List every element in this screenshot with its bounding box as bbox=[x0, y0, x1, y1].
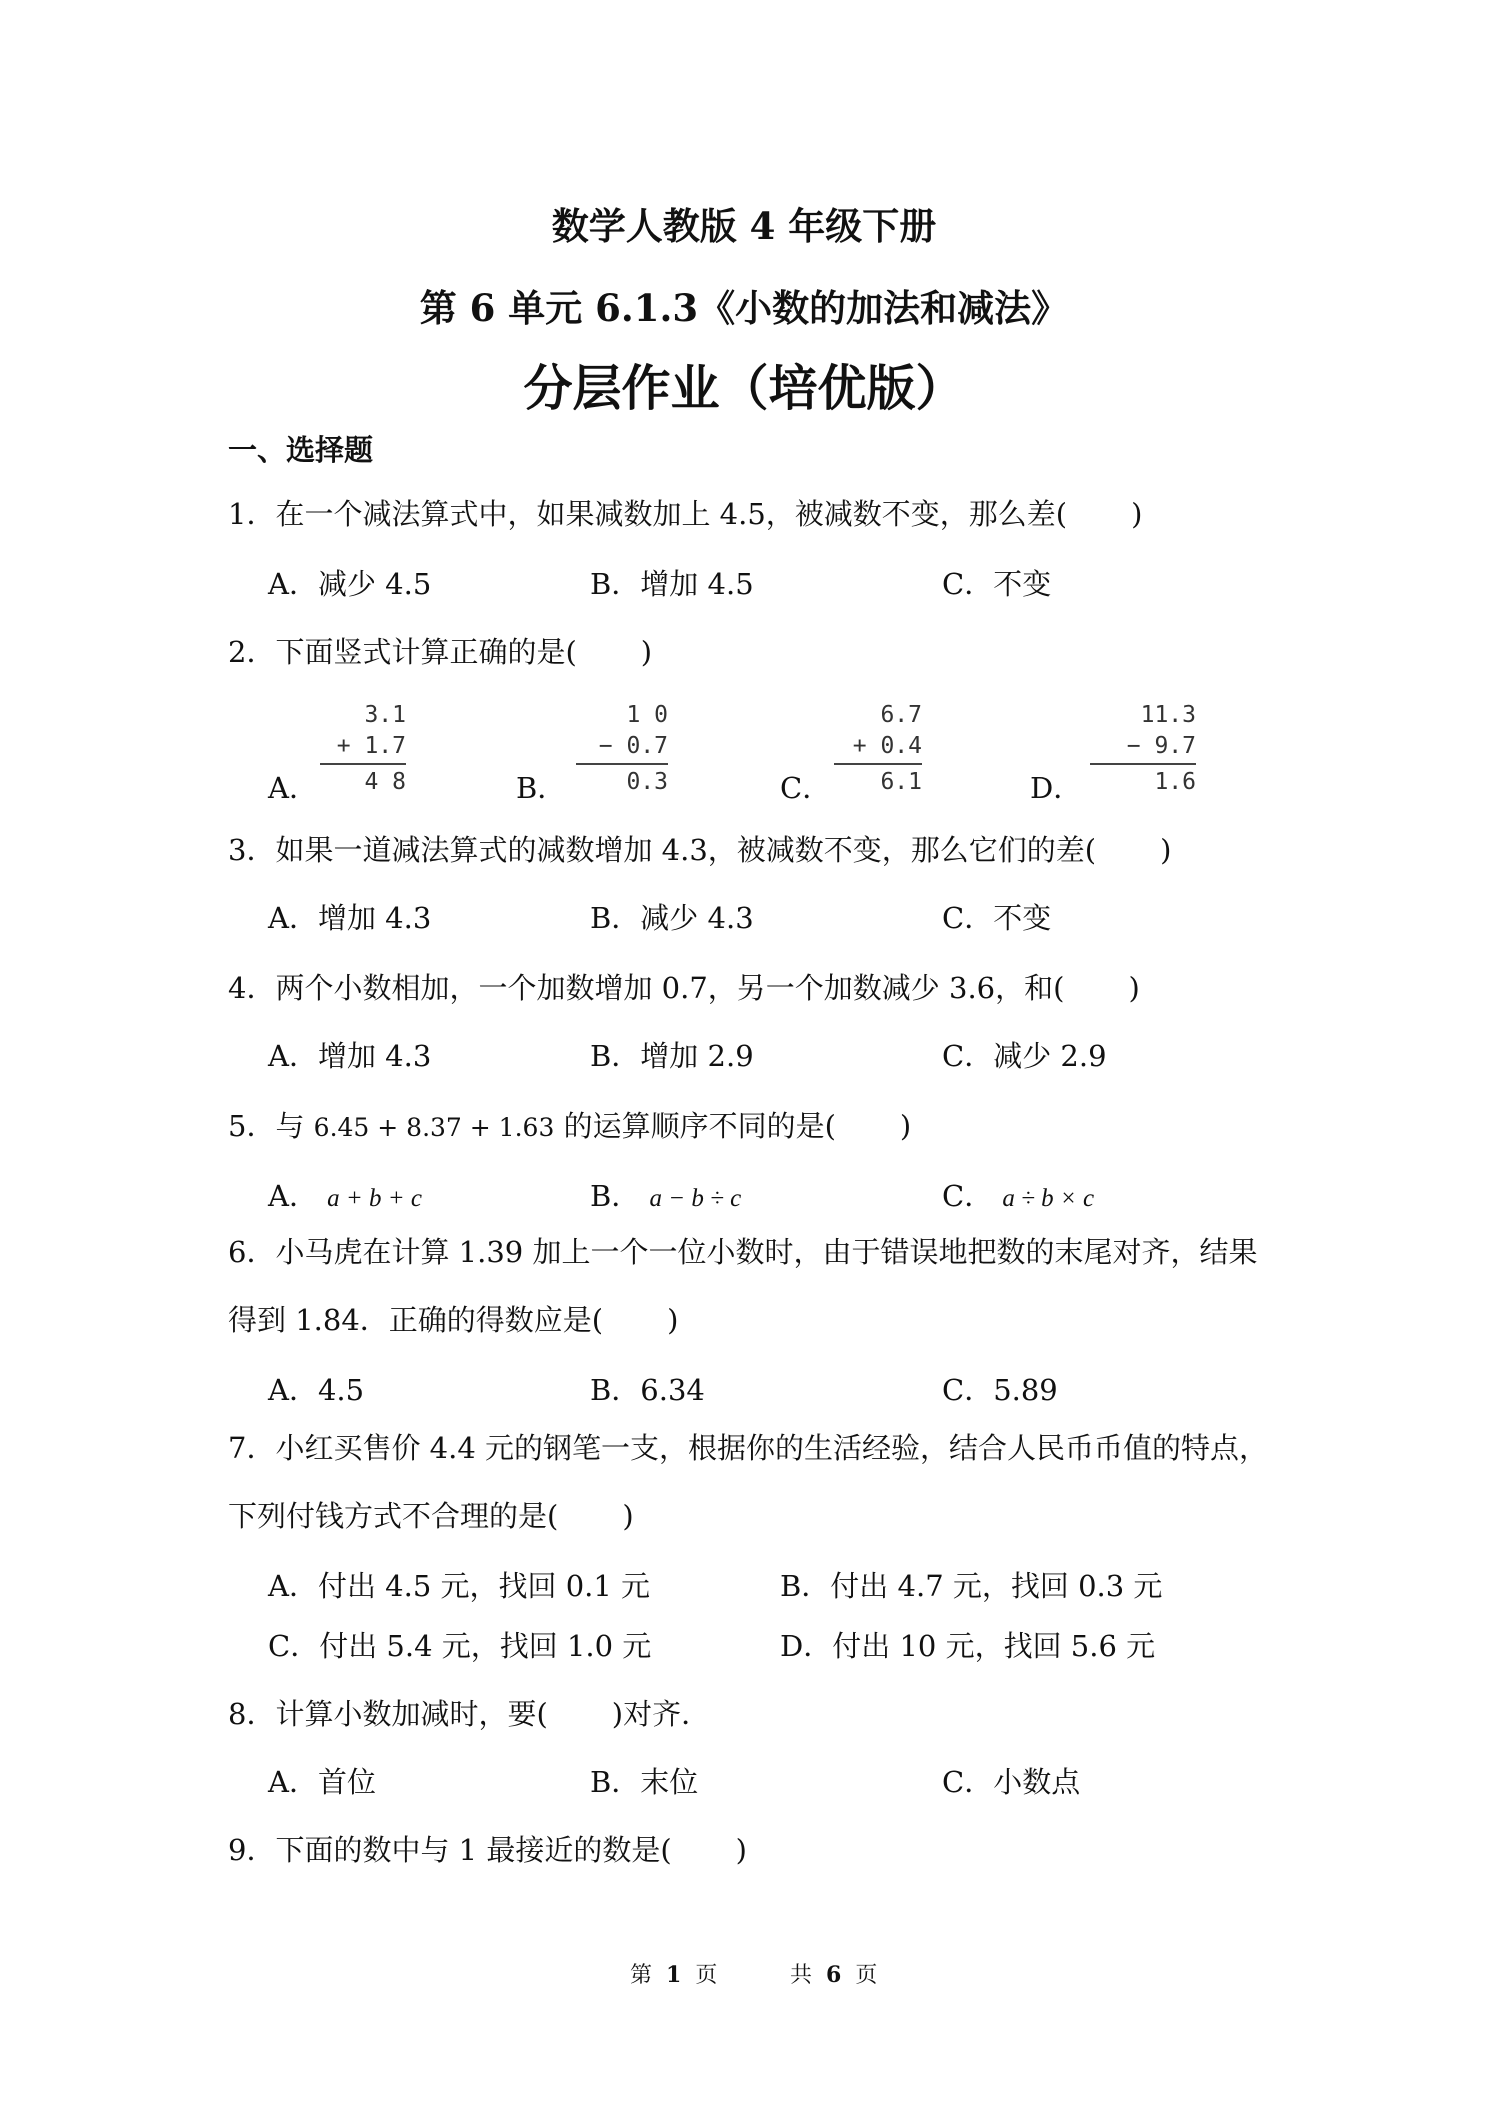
result: 4 8 bbox=[364, 769, 406, 795]
unit-title: 第 6 单元 6.1.3《小数的加法和减法》 bbox=[419, 286, 1069, 330]
q1-option-a: A．减少 4.5 bbox=[268, 567, 432, 601]
operand-bottom: + 1.7 bbox=[336, 733, 406, 759]
question-6-line-2: 得到 1.84．正确的得数应是( ) bbox=[228, 1303, 679, 1337]
operand-bottom: + 0.4 bbox=[852, 733, 922, 759]
question-5: 5．与 6.45 + 8.37 + 1.63 的运算顺序不同的是( ) bbox=[228, 1109, 912, 1143]
q7-option-d: D．付出 10 元，找回 5.6 元 bbox=[780, 1629, 1156, 1663]
operand-top: 11.3 bbox=[1140, 702, 1196, 728]
question-3: 3．如果一道减法算式的减数增加 4.3，被减数不变，那么它们的差( ) bbox=[228, 833, 1172, 867]
question-7-line-2: 下列付钱方式不合理的是( ) bbox=[228, 1499, 634, 1533]
q2-option-a-label: A． bbox=[268, 771, 318, 805]
q5-expression: 6.45 + 8.37 + 1.63 bbox=[313, 1113, 555, 1142]
q2-vertical-calc-c bbox=[834, 700, 922, 798]
result: 0.3 bbox=[626, 769, 668, 795]
question-7-line-1: 7．小红买售价 4.4 元的钢笔一支，根据你的生活经验，结合人民币币值的特点， bbox=[228, 1431, 1269, 1465]
q4-option-b: B．增加 2.9 bbox=[590, 1039, 754, 1073]
question-8: 8．计算小数加减时，要( )对齐． bbox=[228, 1697, 711, 1731]
calc-rule bbox=[834, 763, 922, 765]
q6-option-b: B．6.34 bbox=[590, 1373, 705, 1407]
q2-vertical-calc-d bbox=[1090, 700, 1196, 798]
q3-option-c: C．不变 bbox=[942, 901, 1052, 935]
q2-vertical-calc-b bbox=[576, 700, 668, 798]
q7-option-a: A．付出 4.5 元，找回 0.1 元 bbox=[268, 1569, 651, 1603]
result: 1.6 bbox=[1154, 769, 1196, 795]
q2-option-c-label: C． bbox=[780, 771, 832, 805]
q5-option-a: A． a + b + c bbox=[268, 1179, 423, 1213]
question-6-line-1: 6．小马虎在计算 1.39 加上一个一位小数时，由于错误地把数的末尾对齐，结果 bbox=[228, 1235, 1258, 1269]
page-number: 第 1 页 bbox=[630, 1962, 718, 1988]
q5-option-c: C． a ÷ b × c bbox=[942, 1179, 1095, 1213]
q3-option-b: B．减少 4.3 bbox=[590, 901, 754, 935]
page-total: 共 6 页 bbox=[790, 1962, 878, 1988]
result: 6.1 bbox=[880, 769, 922, 795]
question-4: 4．两个小数相加，一个加数增加 0.7，另一个加数减少 3.6，和( ) bbox=[228, 971, 1140, 1005]
operand-bottom: − 9.7 bbox=[1126, 733, 1196, 759]
q7-option-c: C．付出 5.4 元，找回 1.0 元 bbox=[268, 1629, 652, 1663]
question-1: 1．在一个减法算式中，如果减数加上 4.5，被减数不变，那么差( ) bbox=[228, 497, 1143, 531]
section-heading: 一、选择题 bbox=[228, 433, 374, 467]
q5-option-b: B． a − b ÷ c bbox=[590, 1179, 742, 1213]
q2-option-b-label: B． bbox=[516, 771, 567, 805]
worksheet-title: 分层作业（培优版） bbox=[523, 360, 965, 417]
q6-option-c: C．5.89 bbox=[942, 1373, 1058, 1407]
calc-rule bbox=[320, 763, 406, 765]
calc-rule bbox=[576, 763, 668, 765]
doc-title: 数学人教版 4 年级下册 bbox=[551, 204, 937, 248]
q8-option-b: B．末位 bbox=[590, 1765, 699, 1799]
operand-bottom: − 0.7 bbox=[598, 733, 668, 759]
q1-option-c: C．不变 bbox=[942, 567, 1052, 601]
operand-top: 1 0 bbox=[626, 702, 668, 728]
q3-option-a: A．增加 4.3 bbox=[268, 901, 432, 935]
q4-option-c: C．减少 2.9 bbox=[942, 1039, 1107, 1073]
q6-option-a: A．4.5 bbox=[268, 1373, 365, 1407]
q1-option-b: B．增加 4.5 bbox=[590, 567, 754, 601]
question-9: 9．下面的数中与 1 最接近的数是( ) bbox=[228, 1833, 747, 1867]
operand-top: 3.1 bbox=[364, 702, 406, 728]
question-2: 2．下面竖式计算正确的是( ) bbox=[228, 635, 653, 669]
q2-vertical-calc-a bbox=[320, 700, 406, 798]
operand-top: 6.7 bbox=[880, 702, 922, 728]
q7-option-b: B．付出 4.7 元，找回 0.3 元 bbox=[780, 1569, 1163, 1603]
q4-option-a: A．增加 4.3 bbox=[268, 1039, 432, 1073]
q2-option-d-label: D． bbox=[1030, 771, 1083, 805]
q8-option-c: C．小数点 bbox=[942, 1765, 1081, 1799]
calc-rule bbox=[1090, 763, 1196, 765]
q8-option-a: A．首位 bbox=[268, 1765, 376, 1799]
